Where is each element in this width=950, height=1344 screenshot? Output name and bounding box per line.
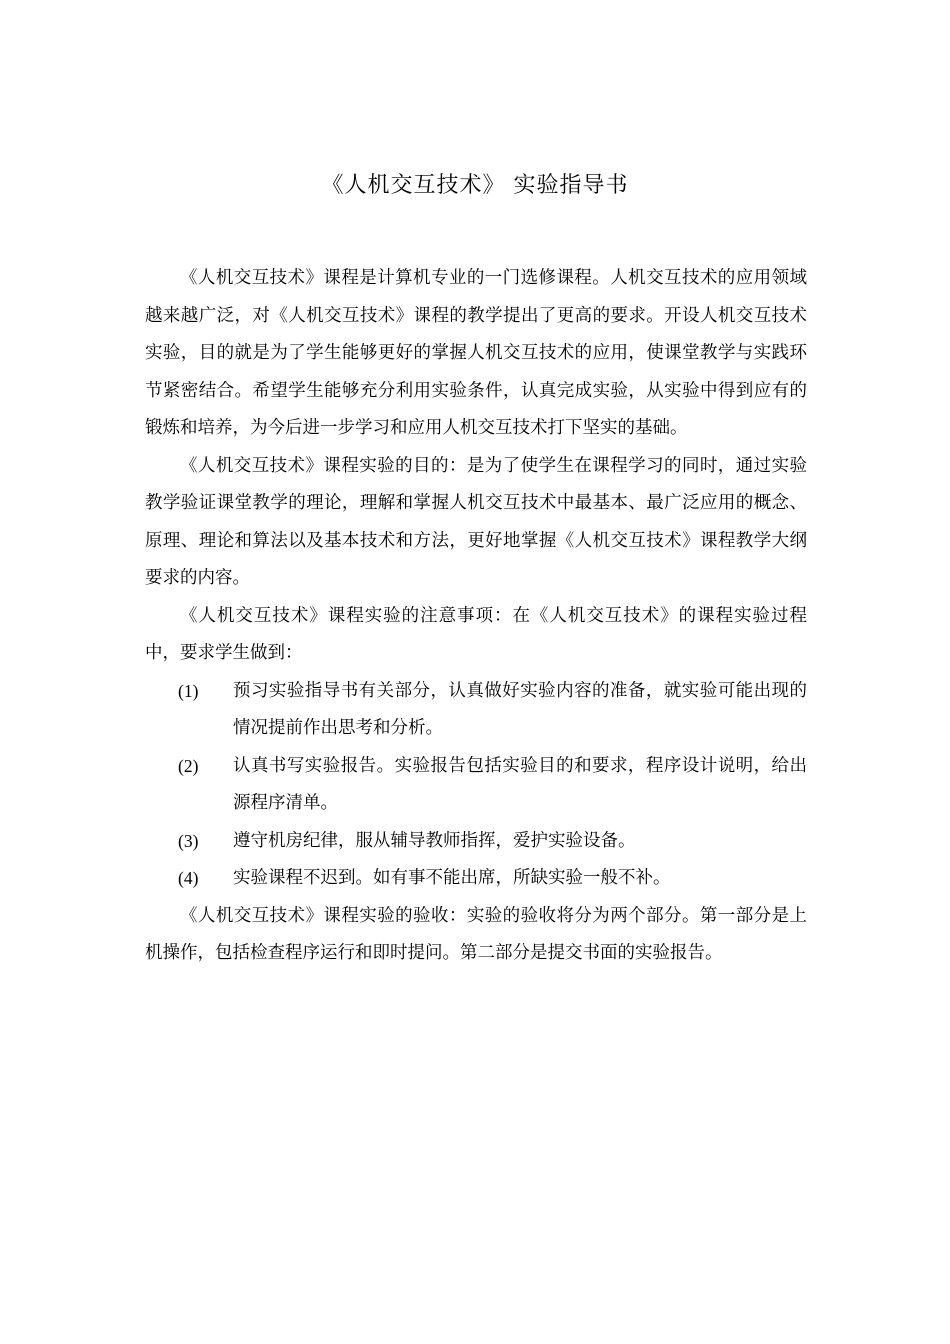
document-body [145, 260, 807, 973]
list-item [145, 748, 807, 823]
list-item-number: (2) [178, 755, 199, 776]
list-item-text: 预习实验指导书有关部分，认真做好实验内容的准备，就实验可能出现的情况提前作出思考和分析。 [233, 680, 807, 738]
list-item-number: (4) [178, 868, 199, 888]
list-item-text: 实验课程不迟到。如有事不能出席，所缺实验一般不补。 [233, 868, 671, 888]
list-item [145, 860, 807, 898]
list-item-number: (1) [178, 680, 199, 701]
notes-paragraph: 《人机交互技术》课程实验的注意事项：在《人机交互技术》的课程实验过程中，要求学生做到： [145, 605, 807, 663]
list-item [145, 823, 807, 861]
list-item-text: 认真书写实验报告。实验报告包括实验目的和要求，程序设计说明，给出源程序清单。 [233, 755, 807, 813]
purpose-paragraph: 《人机交互技术》课程实验的目的：是为了使学生在课程学习的同时，通过实验教学验证课堂教学的理论，理解和掌握人机交互技术中最基本、最广泛应用的概念、原理、理论和算法以及基本技术和方法，更好地掌握《人机交互技术》课程教学大纲要求的内容。 [145, 455, 807, 588]
document-title: 《人机交互技术》 实验指导书 [321, 173, 629, 198]
list-item-number: (3) [178, 830, 199, 851]
list-item-text: 遵守机房纪律，服从辅导教师指挥，爱护实验设备。 [233, 830, 636, 851]
acceptance-paragraph: 《人机交互技术》课程实验的验收：实验的验收将分为两个部分。第一部分是上机操作，包括检查程序运行和即时提问。第二部分是提交书面的实验报告。 [145, 905, 807, 963]
requirements-list [145, 673, 807, 898]
intro-paragraph: 《人机交互技术》课程是计算机专业的一门选修课程。人机交互技术的应用领域越来越广泛，对《人机交互技术》课程的教学提出了更高的要求。开设人机交互技术实验，目的就是为了学生能够更好的掌握人机交互技术的应用，使课堂教学与实践环节紧密结合。希望学生能够充分利用实验条件，认真完成实验，从实验中得到应有的锻炼和培养，为今后进一步学习和应用人机交互技术打下坚实的基础。 [145, 268, 807, 438]
list-item [145, 673, 807, 748]
